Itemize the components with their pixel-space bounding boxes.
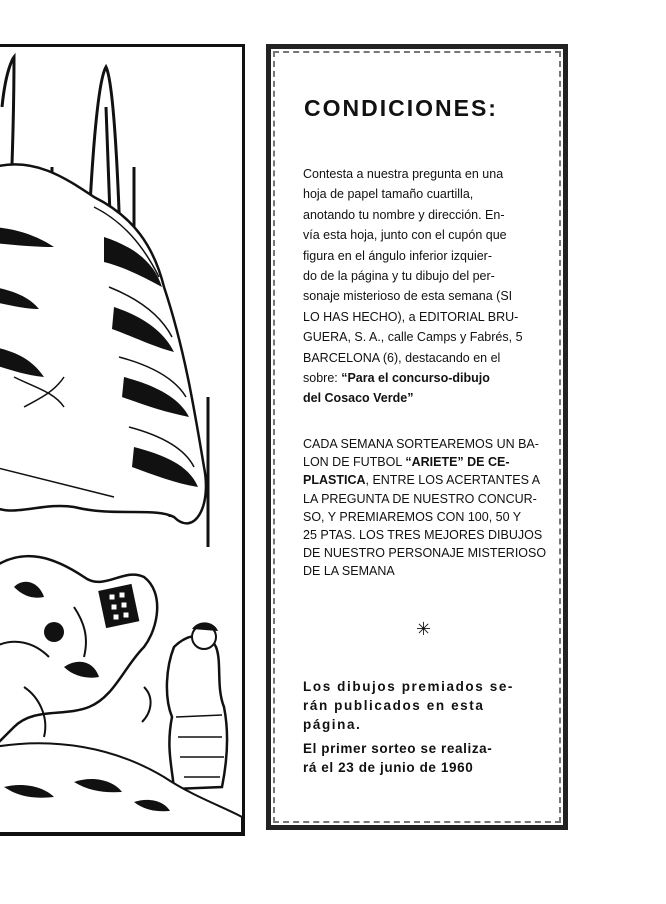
first-draw-line: rá el 23 de junio de 1960 — [303, 760, 474, 775]
instructions-line: BARCELONA (6), destacando en el — [303, 350, 501, 365]
prize-line: CADA SEMANA SORTEAREMOS UN BA- — [303, 437, 539, 451]
ball-brand-highlight: “ARIETE” DE CE- — [405, 455, 510, 470]
ball-brand-highlight: PLASTICA — [303, 473, 366, 488]
envelope-label-highlight: del Cosaco Verde” — [303, 391, 414, 406]
prize-line: 25 PTAS. LOS TRES MEJORES DIBUJOS — [303, 528, 543, 543]
published-line: página. — [303, 717, 362, 732]
prize-line: DE LA SEMANA — [303, 564, 395, 579]
comic-drawing — [0, 47, 242, 833]
instructions-line: figura en el ángulo inferior izquier- — [303, 248, 492, 263]
conditions-title: CONDICIONES: — [304, 95, 498, 121]
separator-asterisk-icon: ✳ — [416, 619, 432, 639]
prize-line — [303, 471, 565, 489]
first-draw-paragraph — [303, 739, 565, 777]
comic-panel-illustration — [0, 44, 245, 836]
instructions-line: sobre: — [303, 371, 342, 386]
prize-paragraph — [303, 435, 565, 581]
instructions-paragraph — [303, 164, 565, 409]
published-line: Los dibujos premiados se- — [303, 679, 515, 694]
instructions-line: LO HAS HECHO), a EDITORIAL BRU- — [303, 309, 519, 324]
instructions-line: hoja de papel tamaño cuartilla, — [303, 187, 474, 202]
published-line: rán publicados en esta — [303, 698, 485, 713]
prize-line: SO, Y PREMIAREMOS CON 100, 50 Y — [303, 509, 522, 524]
instructions-line: vía esta hoja, junto con el cupón que — [303, 228, 507, 243]
envelope-label-highlight: “Para el concurso-dibujo — [341, 371, 490, 386]
instructions-line-last — [303, 368, 565, 388]
prize-line: DE NUESTRO PERSONAJE MISTERIOSO — [303, 546, 547, 561]
prize-line: LA PREGUNTA DE NUESTRO CONCUR- — [303, 491, 537, 506]
prize-line — [303, 453, 565, 471]
instructions-line: sonaje misterioso de esta semana (SI — [303, 289, 513, 304]
prize-text: , ENTRE LOS ACERTANTES A — [365, 473, 541, 488]
conditions-box — [266, 44, 568, 830]
first-draw-line: El primer sorteo se realiza- — [303, 741, 493, 756]
published-drawings-paragraph — [303, 677, 565, 734]
instructions-line: Contesta a nuestra pregunta en una — [303, 167, 504, 181]
instructions-line: GUERA, S. A., calle Camps y Fabrés, 5 — [303, 330, 523, 345]
instructions-line: anotando tu nombre y dirección. En- — [303, 207, 505, 222]
prize-text: LON DE FUTBOL — [303, 455, 406, 470]
instructions-line: do de la página y tu dibujo del per- — [303, 269, 495, 284]
